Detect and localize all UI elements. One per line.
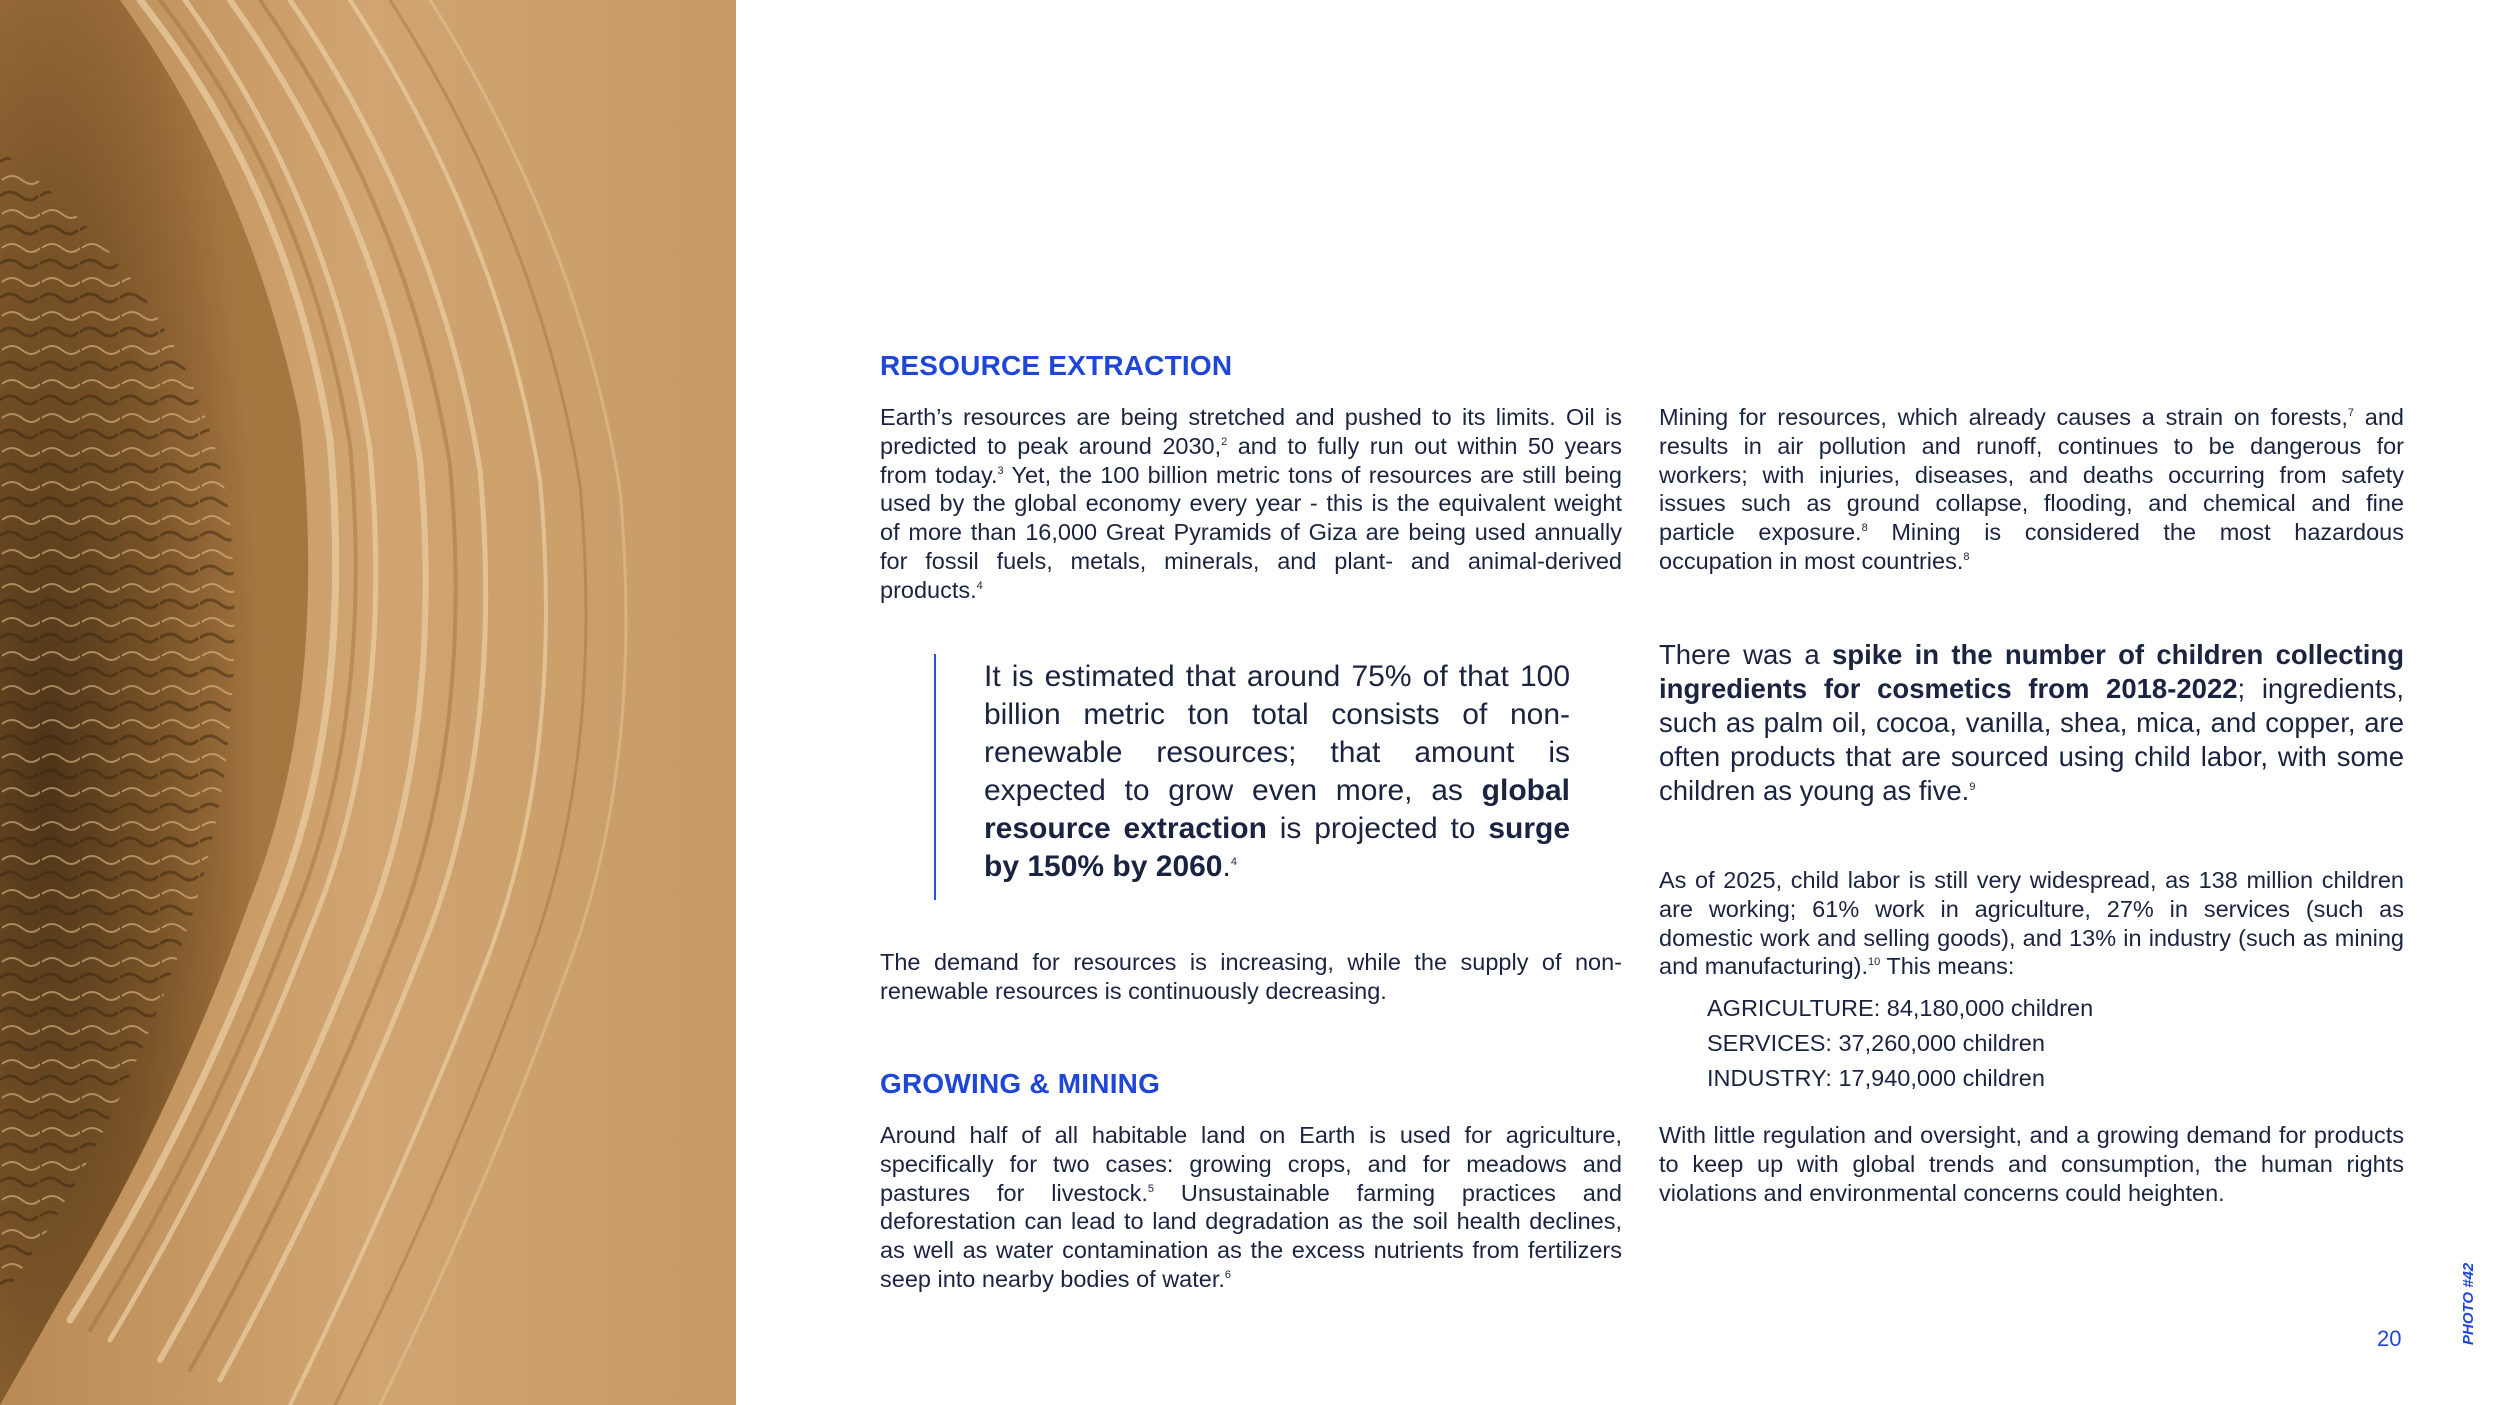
text-span: Yet, the 100 billion metric tons of resources are still being used by the global economy every year - this is the equivalent weight of more than 16,000 Great Pyramids of Giza are being used annually for fossil fuels, metals, minerals, and plant- and animal-derived products. <box>880 461 1622 603</box>
closing-paragraph: With little regulation and oversight, and a growing demand for products to keep up with global trends and consumption, the human rights violations and environmental concerns could heighten. <box>1659 1122 2404 1206</box>
text-span: Unsustainable farming practices and deforestation can lead to land degradation as the soil health declines, as well as water contamination as the excess nutrients from fertilizers seep into nearby bodies of water. <box>880 1179 1622 1292</box>
footnote-ref: 4 <box>1230 856 1237 868</box>
footnote-ref: 8 <box>1963 551 1970 564</box>
footnote-ref: 4 <box>976 579 983 592</box>
footnote-ref: 8 <box>1861 522 1868 535</box>
footnote-ref: 7 <box>2347 407 2354 420</box>
child-labor-cosmetics-paragraph <box>1659 638 2404 808</box>
footnote-ref: 5 <box>1147 1182 1155 1195</box>
child-labor-statistics-paragraph <box>1659 866 2404 981</box>
resource-extraction-heading: RESOURCE EXTRACTION <box>880 350 1233 381</box>
text-span: As of 2025, child labor is still very widespread, as 138 million children are working; 61% work in agriculture, 27% in services (such as domestic work and selling goods), and 13% in industry (such as mining and manufacturing). <box>1659 867 2404 980</box>
text-span: Mining is considered the most hazardous occupation in most countries. <box>1659 519 2404 574</box>
text-span: is projected to <box>1266 812 1489 845</box>
text-span: ; ingredients, such as palm oil, cocoa, vanilla, shea, mica, and copper, are often products that are sourced using child labor, with some children as young as five. <box>1659 673 2404 806</box>
stat-agriculture: AGRICULTURE: 84,180,000 children <box>1707 995 2094 1021</box>
bold-span: spike in the number of children collecting ingredients for cosmetics from 2018-2022 <box>1659 639 2404 704</box>
growing-mining-paragraph <box>880 1121 1622 1294</box>
mining-paragraph <box>1659 403 2404 576</box>
stat-industry: INDUSTRY: 17,940,000 children <box>1707 1065 2045 1091</box>
text-span: Around half of all habitable land on Earth is used for agriculture, specifically for two cases: growing crops, and for meadows and pastures for livestock. <box>880 1122 1622 1206</box>
footnote-ref: 2 <box>1221 435 1228 448</box>
bold-span: global resource extraction <box>984 774 1570 845</box>
text-span: and results in air pollution and runoff, continues to be dangerous for workers; with injuries, diseases, and deaths occurring from safety issues such as ground collapse, flooding, and chemical and fine particle exposure. <box>1659 404 2404 546</box>
pull-quote <box>984 658 1570 886</box>
resource-extraction-paragraph <box>880 403 1622 605</box>
footnote-ref: 6 <box>1224 1269 1232 1282</box>
page-number: 20 <box>2377 1326 2402 1351</box>
text-span: and to fully run out within 50 years from today. <box>880 432 1622 488</box>
text-span: There was a <box>1659 639 1832 670</box>
text-span: Mining for resources, which already causes a strain on forests, <box>1659 404 2348 430</box>
text-span: . <box>1222 850 1231 883</box>
growing-mining-heading: GROWING & MINING <box>880 1068 1161 1099</box>
photo-credit: PHOTO #42 <box>2460 1262 2477 1345</box>
text-span: It is estimated that around 75% of that 100 billion metric ton total consists of non-renewable resources; that amount is expected to grow even more, as <box>984 660 1570 807</box>
demand-paragraph: The demand for resources is increasing, while the supply of non-renewable resources is continuously decreasing. <box>880 949 1622 1004</box>
text-span: Earth’s resources are being stretched and pushed to its limits. Oil is predicted to peak around 2030, <box>880 404 1622 459</box>
text-span: This means: <box>1880 953 2015 980</box>
stat-services: SERVICES: 37,260,000 children <box>1707 1030 2045 1056</box>
bold-span: surge by 150% by 2060 <box>984 812 1571 883</box>
footnote-ref: 3 <box>997 464 1004 477</box>
footnote-ref: 9 <box>1969 780 1976 793</box>
pull-quote-rule <box>934 654 936 900</box>
sand-ripples-photo <box>0 0 736 1405</box>
footnote-ref: 10 <box>1868 956 1881 969</box>
